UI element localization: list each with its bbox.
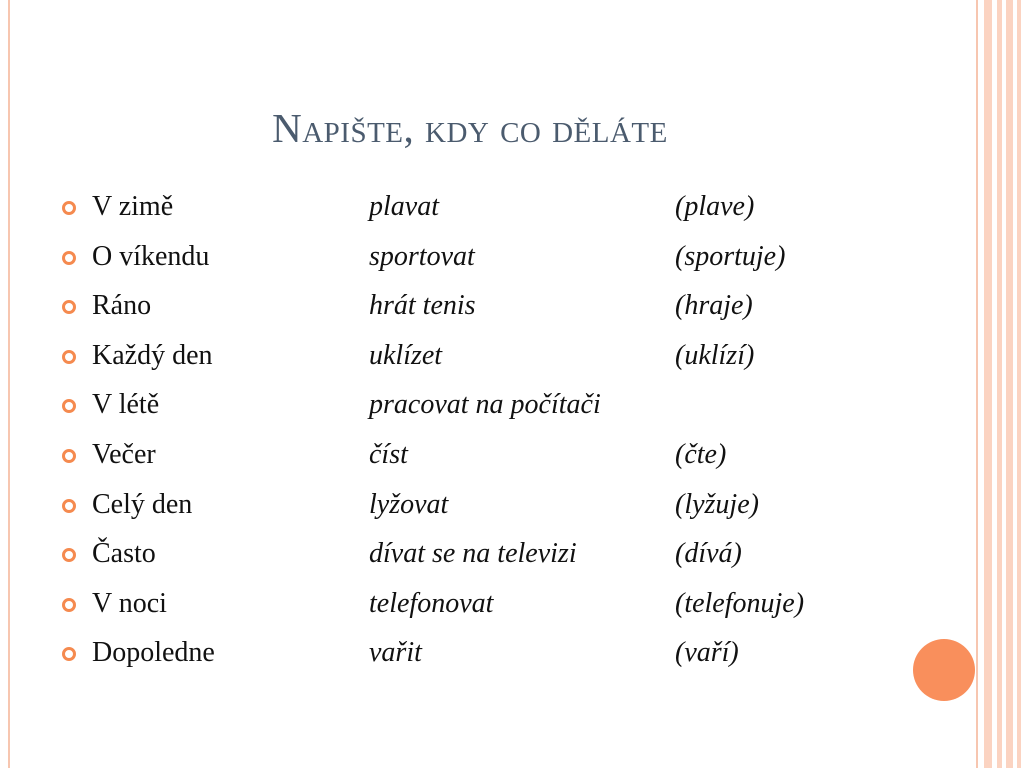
verb-form: (čte) (675, 438, 727, 470)
activity-verb: číst (369, 438, 408, 470)
verb-form: (sportuje) (675, 240, 786, 272)
activity-verb: pracovat na počítači (369, 389, 601, 421)
time-expression: Večer (92, 438, 156, 470)
stripe (1017, 0, 1021, 768)
stripe (1006, 0, 1013, 768)
time-expression: V zimě (92, 191, 174, 222)
activity-verb: plavat (369, 191, 439, 222)
time-expression: Často (92, 538, 156, 570)
activity-verb: telefonovat (369, 587, 494, 619)
stripe (997, 0, 1002, 768)
bullet-icon (62, 201, 76, 215)
decorative-stripes (978, 0, 1024, 768)
bullet-icon (62, 598, 76, 612)
verb-form: (lyžuje) (675, 488, 759, 520)
time-expression: Každý den (92, 339, 213, 371)
time-expression: Ráno (92, 290, 152, 322)
bullet-icon (62, 499, 76, 513)
activity-verb: dívat se na televizi (369, 538, 577, 570)
verb-form: (vaří) (675, 637, 739, 669)
verb-form: (uklízí) (675, 339, 755, 371)
verb-form: (telefonuje) (675, 587, 805, 619)
slide-title: Napište, kdy co děláte (272, 105, 668, 151)
time-expression: V noci (92, 587, 167, 619)
time-expression: Celý den (92, 488, 193, 520)
verb-form: (dívá) (675, 538, 742, 570)
verb-form: (plave) (675, 191, 755, 222)
bullet-icon (62, 350, 76, 364)
time-expression: O víkendu (92, 240, 210, 272)
time-expression: Dopoledne (92, 637, 215, 669)
activity-verb: lyžovat (369, 488, 449, 520)
activity-verb: uklízet (369, 339, 443, 371)
activity-verb: vařit (369, 637, 422, 669)
activity-verb: hrát tenis (369, 290, 476, 322)
verb-form: (hraje) (675, 290, 753, 322)
decorative-circle (913, 639, 975, 701)
time-expression: V létě (92, 389, 160, 421)
bullet-icon (62, 449, 76, 463)
activity-verb: sportovat (369, 240, 475, 272)
bullet-icon (62, 251, 76, 265)
stripe (984, 0, 992, 768)
